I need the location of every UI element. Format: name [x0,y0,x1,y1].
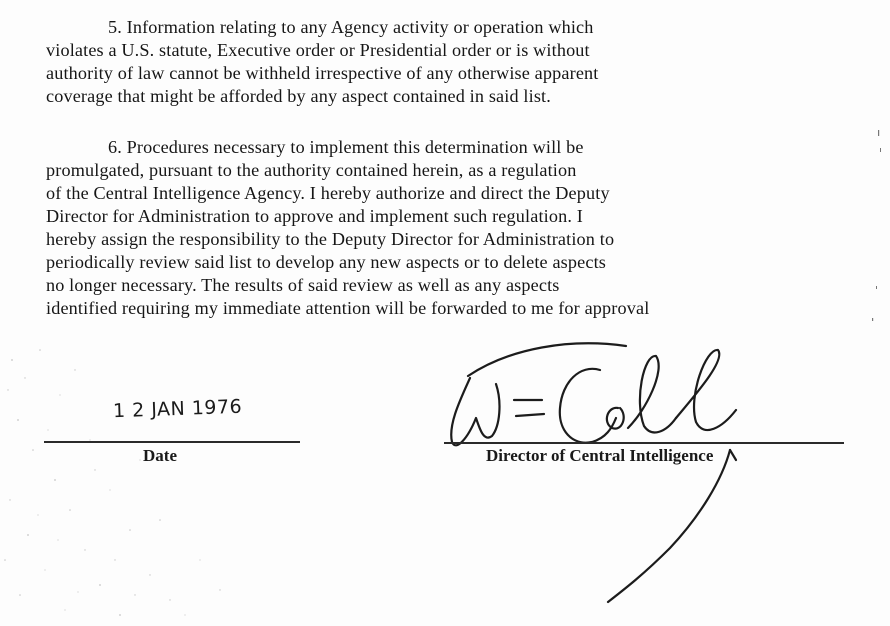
paragraph-6-line-8: identified requiring my immediate attention will be forwarded to me for approval [46,298,650,318]
paragraph-6-line-4: Director for Administration to approve and implement such regulation. I [46,206,583,226]
date-caption: Date [143,446,177,465]
paragraph-6-line-3: of the Central Intelligence Agency. I hereby authorize and direct the Deputy [46,183,610,203]
signature-caption: Director of Central Intelligence [486,446,714,465]
paragraph-5-line-4: coverage that might be afforded by any aspect contained in said list. [46,86,551,106]
edge-marks [850,0,890,626]
paragraph-6-line-6: periodically review said list to develop any new aspects or to delete aspects [46,252,607,272]
paragraph-6-line-7: no longer necessary. The results of said review as well as any aspects [46,275,560,295]
date-stamp: 1 2 JAN 1976 [112,395,243,423]
paragraph-6-line-5: hereby assign the responsibility to the Deputy Director for Administration to [46,229,615,249]
paper-speckle [0,330,300,626]
paragraph-5-line-3: authority of law cannot be withheld irrespective of any otherwise apparent [46,63,599,83]
signature-line [444,442,844,444]
paragraph-5-line-1: 5. Information relating to any Agency activity or operation which [108,17,594,37]
paragraph-5-line-2: violates a U.S. statute, Executive order or Presidential order or is without [46,40,590,60]
paragraph-6-line-1: 6. Procedures necessary to implement this determination will be [108,137,584,157]
paragraph-5 [46,16,856,108]
paragraph-6-line-2: promulgated, pursuant to the authority contained herein, as a regulation [46,160,577,180]
paragraph-6 [46,136,856,320]
date-signature-line [44,441,300,443]
signature-image [430,330,760,620]
